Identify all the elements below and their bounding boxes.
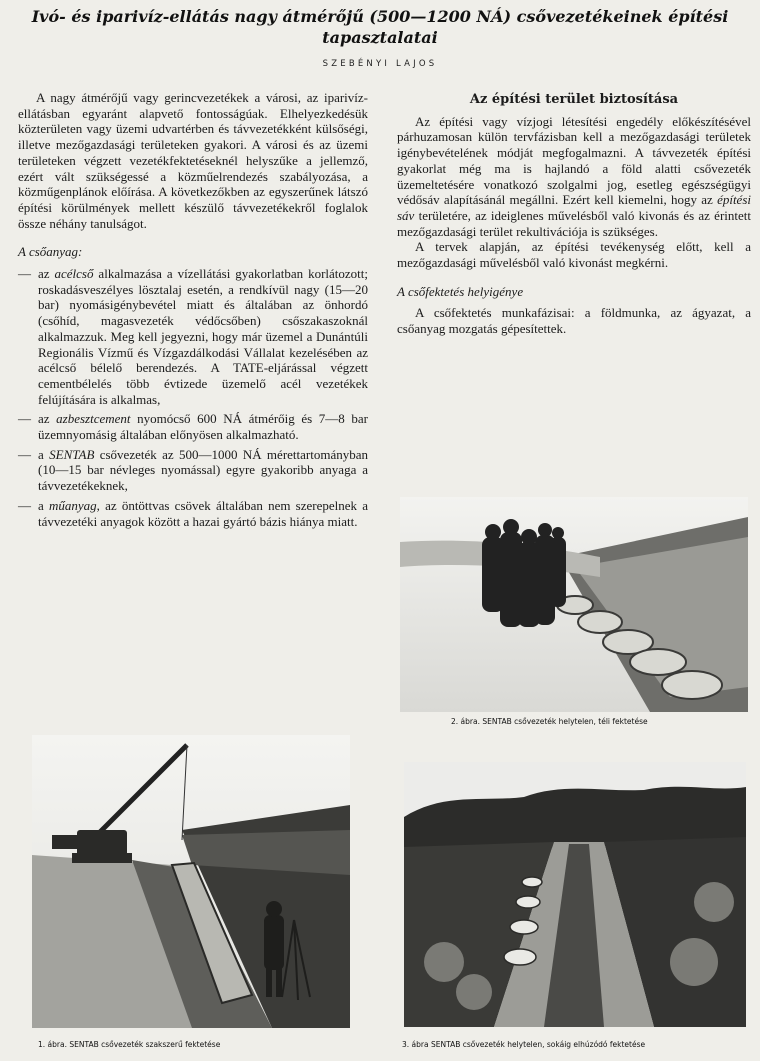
dash-bullet: — [18,411,31,427]
dash-bullet: — [18,266,31,282]
figure-1-caption: 1. ábra. SENTAB csővezeték szakszerű fektetése [38,1040,221,1049]
right-column [397,92,751,337]
figure-1-photo [32,735,350,1028]
figure-3-photo [404,762,746,1027]
list-item: — a műanyag, az öntöttvas csövek általában nem szerepelnek a távvezetéki anyagok között a hazai gyártó bázis hiánya miatt. [18,497,368,529]
author-name: SZEBÉNYI LAJOS [322,59,438,69]
material-subheading: A csőanyag: [18,244,83,260]
figure-2-caption: 2. ábra. SENTAB csővezeték helytelen, téli fektetése [451,717,648,726]
left-column [18,90,368,533]
article-title: Ivó- és iparivíz-ellátás nagy átmérőjű (500—1200 NÁ) csővezetékeinek építési tapasztalatai [31,7,729,47]
dash-bullet: — [18,497,31,513]
body-paragraph: A tervek alapján, az építési tevékenység előtt, kell a mezőgazdasági művelésből való kivonást megkérni. [397,239,751,271]
term-emphasis: építési sáv [397,192,751,223]
body-paragraph: Az építési vagy vízjogi létesítési engedély előkészítésével párhuzamosan külön tervfázisban kell a mezőgazdasági területek igénybevételének módját megfogalmazni. A távvezeték építési gyakorlat még ma is hajlandó a föld alatti csővezeték üzemeltetésére vonatkozó szolgalmi jog, esetleg egészségügyi védősáv alapításánál megállni. Ezért kell kiemelni, hogy az építési sáv területére, az ideiglenes művelésből való kivonás és az érintett mezőgazdasági terület rekultivációja is szükséges. [397,113,751,239]
intro-paragraph: A nagy átmérőjű vagy gerincvezetékek a városi, az iparivíz-ellátásban egyaránt alapvető fontosságúak. Elhelyezkedésük közterületen vagy üzemi udvartérben és távvezetékként külsőségi, illetve mezőgazdasági területeken gyakori. A városi és az üzemi területeken végzett vezetékfektetéseknél helyszűke a jellemző, ezért vált szükségessé a közműelrendezés szabályozása, a közműgenplánok előírása. A következőkben az egyszerűnek látszó építési körülmények mellett készülő távvezetékekről foglalok össze néhány tanulságot. [18,90,368,231]
body-paragraph: A csőfektetés munkafázisai: a földmunka, az ágyazat, a csőanyag mozgatás gépesítettek. [397,305,751,337]
figure-2-photo [400,497,748,712]
section-heading: Az építési terület biztosítása [469,92,679,107]
term-emphasis: SENTAB [49,446,95,462]
dash-bullet: — [18,446,31,462]
term-emphasis: acélcső [54,266,94,282]
list-item: — a SENTAB csővezeték az 500—1000 NÁ mérettartományban (10—15 bar névleges nyomással) egyre gyakoribb anyaga a távvezetékeknek, [18,446,369,494]
term-emphasis: azbesztcement [56,411,131,427]
material-list [18,266,368,529]
list-item: — az acélcső alkalmazása a vízellátási gyakorlatban korlátozott; roskadásveszélyes lösztalaj esetén, a rendkívül nagy (15—20 bar) nyomásigénybevétel miatt és általában az önhordó (csőhíd, magasvezeték védőcsőben) csőszakaszoknál alkalmazzuk. Meg kell jegyezni, hogy már üzemel a Dunántúli Regionális Vízmű és Vízgazdálkodási Vállalat kezelésében az acélcső bélelő berendezés. A TATE-eljárással végzett cementbélelés több évtizede üzemelő acél vezetékek felújítására is alkalmas, [18,266,368,407]
section-subheading: A csőfektetés helyigénye [397,283,524,299]
list-item: — az azbesztcement nyomócső 600 NÁ átmérőig és 7—8 bar üzemnyomásig általában előnyösen alkalmazható. [18,411,368,443]
term-emphasis: műanyag [48,497,97,513]
figure-3-caption: 3. ábra SENTAB csővezeték helytelen, sokáig elhúzódó fektetése [402,1040,646,1049]
